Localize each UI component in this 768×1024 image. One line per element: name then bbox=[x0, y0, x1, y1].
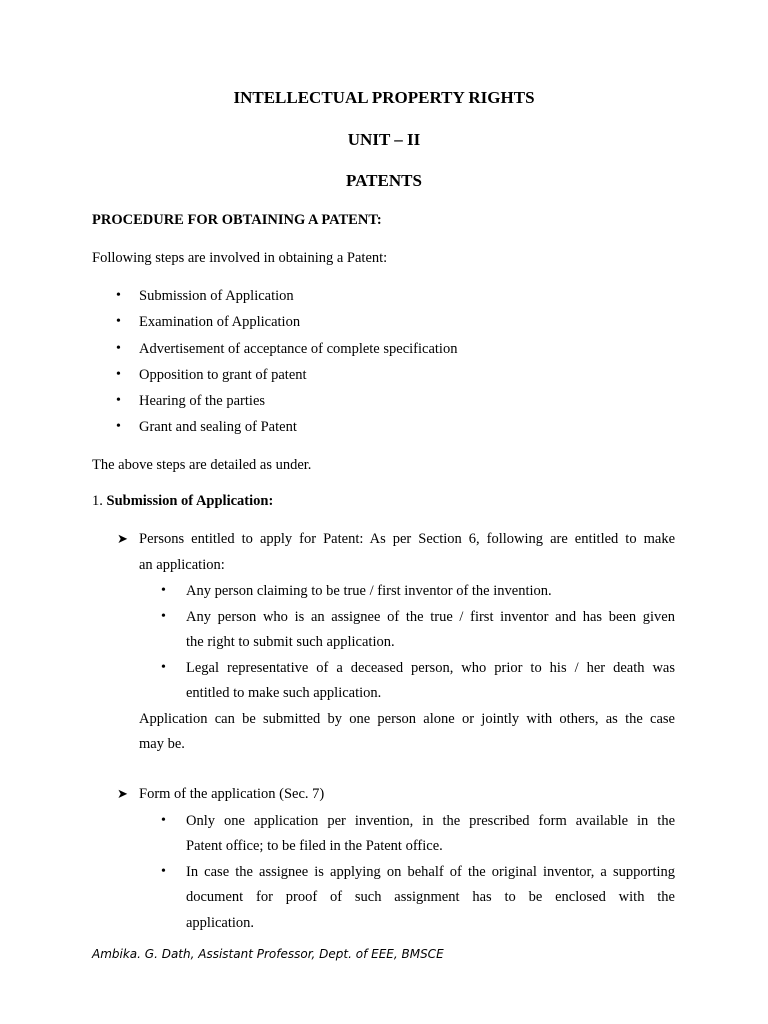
arrow-bullet-icon: ➤ bbox=[117, 786, 128, 801]
list-item: Opposition to grant of patent bbox=[139, 367, 307, 383]
point1-note: Application can be submitted by one person alone or jointly with others, as the case bbox=[139, 711, 675, 727]
list-item: Examination of Application bbox=[139, 314, 301, 330]
unit-heading: UNIT – II bbox=[347, 130, 421, 149]
detail-note: The above steps are detailed as under. bbox=[92, 457, 312, 473]
sub-item: Any person claiming to be true / first inventor of the invention. bbox=[186, 583, 552, 599]
bullet-icon: • bbox=[161, 609, 166, 624]
point1-line1: Persons entitled to apply for Patent: As per Section 6, following are entitled to make bbox=[139, 531, 675, 547]
point2-line1: Form of the application (Sec. 7) bbox=[139, 786, 325, 802]
bullet-icon: • bbox=[116, 393, 121, 408]
page-footer: Ambika. G. Dath, Assistant Professor, Dept. of EEE, BMSCE bbox=[92, 947, 444, 961]
sub-item-continued: Patent office; to be filed in the Patent office. bbox=[186, 838, 443, 854]
subsection-title: Submission of Application: bbox=[106, 493, 274, 509]
bullet-icon: • bbox=[116, 367, 121, 382]
list-item: Hearing of the parties bbox=[139, 393, 266, 409]
sub-item: Only one application per invention, in the prescribed form available in the bbox=[186, 813, 675, 829]
subsection-number: 1. bbox=[92, 493, 103, 509]
bullet-icon: • bbox=[116, 419, 121, 434]
subsection-heading bbox=[92, 493, 273, 510]
topic-heading: PATENTS bbox=[346, 171, 422, 190]
list-item: Grant and sealing of Patent bbox=[139, 419, 297, 435]
bullet-icon: • bbox=[116, 341, 121, 356]
section-heading: PROCEDURE FOR OBTAINING A PATENT: bbox=[92, 212, 382, 228]
point1-note-continued: may be. bbox=[139, 736, 185, 752]
arrow-bullet-icon: ➤ bbox=[117, 531, 128, 546]
document-title: INTELLECTUAL PROPERTY RIGHTS bbox=[233, 88, 535, 107]
list-item: Submission of Application bbox=[139, 288, 294, 304]
sub-item-continued: entitled to make such application. bbox=[186, 685, 382, 701]
bullet-icon: • bbox=[116, 288, 121, 303]
point1-line2: an application: bbox=[139, 557, 225, 573]
list-item: Advertisement of acceptance of complete specification bbox=[139, 341, 458, 357]
sub-item: Any person who is an assignee of the true / first inventor and has been given bbox=[186, 609, 675, 625]
sub-item-continued: application. bbox=[186, 915, 255, 931]
bullet-icon: • bbox=[161, 583, 166, 598]
sub-item-continued: the right to submit such application. bbox=[186, 634, 395, 650]
bullet-icon: • bbox=[116, 314, 121, 329]
sub-item: Legal representative of a deceased person, who prior to his / her death was bbox=[186, 660, 675, 676]
bullet-icon: • bbox=[161, 813, 166, 828]
sub-item-continued: document for proof of such assignment has to be enclosed with the bbox=[186, 889, 675, 905]
bullet-icon: • bbox=[161, 864, 166, 879]
section-intro: Following steps are involved in obtaining a Patent: bbox=[92, 250, 388, 266]
bullet-icon: • bbox=[161, 660, 166, 675]
sub-item: In case the assignee is applying on behalf of the original inventor, a supporting bbox=[186, 864, 675, 880]
